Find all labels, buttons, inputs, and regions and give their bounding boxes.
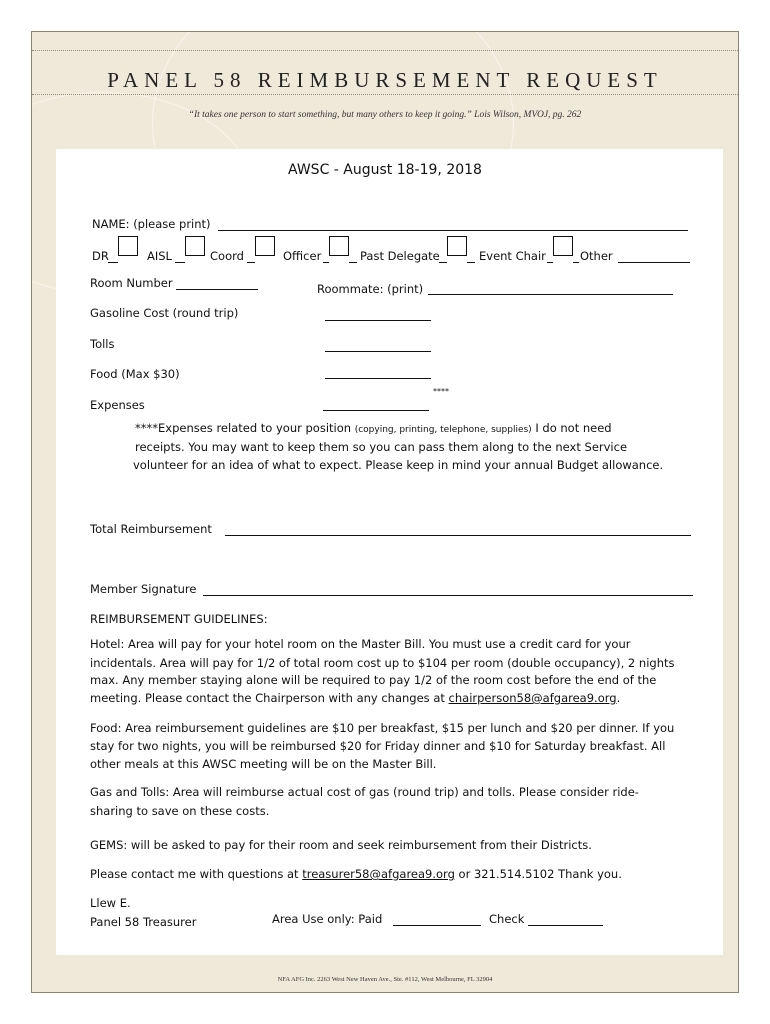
gas-guideline: sharing to save on these costs.	[90, 804, 270, 818]
expenses-note-line: volunteer for an idea of what to expect. Please keep in mind your annual Budget allowance.	[133, 458, 664, 472]
header-rule	[32, 50, 738, 51]
total-label: Total Reimbursement	[90, 522, 212, 536]
roommate-label: Roommate: (print)	[317, 282, 424, 296]
signoff-name: Llew E.	[90, 896, 131, 910]
role-underline	[439, 262, 447, 263]
area-use-label: Area Use only: Paid	[272, 912, 383, 926]
checkbox-aisl[interactable]	[185, 236, 205, 256]
form-card	[56, 149, 723, 955]
event-title: AWSC - August 18-19, 2018	[288, 162, 482, 178]
role-underline	[175, 262, 185, 263]
gems-guideline: GEMS: will be asked to pay for their room and seek reimbursement from their Districts.	[90, 838, 592, 852]
header-rule	[32, 94, 738, 95]
gas-guideline: Gas and Tolls: Area will reimburse actual cost of gas (round trip) and tolls. Please consider ride-	[90, 785, 639, 799]
name-label: NAME: (please print)	[92, 217, 211, 231]
signature-field[interactable]	[203, 595, 693, 596]
role-label-dr: DR	[92, 249, 109, 263]
food-guideline: Food: Area reimbursement guidelines are $10 per breakfast, $15 per lunch and $20 per dinner. If you	[90, 721, 675, 735]
signoff-title: Panel 58 Treasurer	[90, 915, 197, 929]
role-label-aisl: AISL	[147, 249, 172, 263]
checkbox-event-chair[interactable]	[553, 236, 573, 256]
quote: “It takes one person to start something, but many others to keep it going.” Lois Wilson, MVOJ, pg. 262	[188, 110, 582, 120]
check-field[interactable]	[528, 925, 603, 926]
role-label-coord: Coord	[210, 249, 244, 263]
signature-label: Member Signature	[90, 582, 197, 596]
check-label: Check	[489, 912, 525, 926]
page-title: PANEL 58 REIMBURSEMENT REQUEST	[107, 68, 663, 92]
role-underline	[349, 262, 357, 263]
tolls-field[interactable]	[325, 351, 431, 352]
food-field[interactable]	[325, 378, 431, 379]
treasurer-email-link[interactable]: treasurer58@afgarea9.org	[302, 867, 455, 881]
food-guideline: stay for two nights, you will be reimbursed $20 for Friday dinner and $10 for Saturday breakfast. All	[90, 739, 666, 753]
guidelines-heading: REIMBURSEMENT GUIDELINES:	[90, 612, 268, 626]
role-underline	[323, 262, 329, 263]
name-field[interactable]	[218, 230, 688, 231]
role-underline	[247, 262, 255, 263]
other-role-field[interactable]	[618, 262, 690, 263]
hotel-guideline: meeting. Please contact the Chairperson with any changes at chairperson58@afgarea9.org.	[90, 691, 621, 705]
role-label-officer: Officer	[283, 249, 322, 263]
role-label-past-delegate: Past Delegate	[360, 249, 440, 263]
role-underline	[467, 262, 475, 263]
checkbox-past-delegate[interactable]	[447, 236, 467, 256]
footer-address: NFA AFG Inc. 2263 West New Haven Ave., Ste. #112, West Melbourne, FL 32904	[277, 976, 493, 983]
hotel-guideline: Hotel: Area will pay for your hotel room on the Master Bill. You must use a credit card for your	[90, 637, 631, 651]
room-number-field[interactable]	[176, 289, 258, 290]
checkbox-dr[interactable]	[118, 236, 138, 256]
hotel-guideline: max. Any member staying alone will be required to pay 1/2 of the room cost before the end of the	[90, 673, 657, 687]
role-underline	[547, 262, 553, 263]
expenses-note-line: receipts. You may want to keep them so you can pass them along to the next Service	[135, 440, 628, 454]
role-label-other: Other	[580, 249, 613, 263]
room-number-label: Room Number	[90, 276, 173, 290]
checkbox-coord[interactable]	[255, 236, 275, 256]
checkbox-officer[interactable]	[329, 236, 349, 256]
roommate-field[interactable]	[428, 294, 673, 295]
chairperson-email-link[interactable]: chairperson58@afgarea9.org	[448, 691, 617, 705]
total-field[interactable]	[225, 535, 691, 536]
gasoline-label: Gasoline Cost (round trip)	[90, 306, 239, 320]
gasoline-field[interactable]	[325, 320, 431, 321]
asterisks: ****	[433, 387, 449, 396]
expenses-field[interactable]	[323, 410, 429, 411]
expenses-note-line: ****Expenses related to your position (copying, printing, telephone, supplies) I do not need	[135, 421, 612, 435]
expenses-label: Expenses	[90, 398, 145, 412]
role-underline	[573, 262, 579, 263]
role-label-event-chair: Event Chair	[479, 249, 546, 263]
tolls-label: Tolls	[90, 337, 115, 351]
hotel-guideline: incidentals. Area will pay for 1/2 of total room cost up to $104 per room (double occupancy), 2 nights	[90, 656, 675, 670]
food-guideline: other meals at this AWSC meeting will be on the Master Bill.	[90, 757, 437, 771]
food-label: Food (Max $30)	[90, 367, 180, 381]
contact-line: Please contact me with questions at treasurer58@afgarea9.org or 321.514.5102 Thank you.	[90, 867, 622, 881]
role-underline	[108, 262, 118, 263]
paid-field[interactable]	[393, 925, 481, 926]
